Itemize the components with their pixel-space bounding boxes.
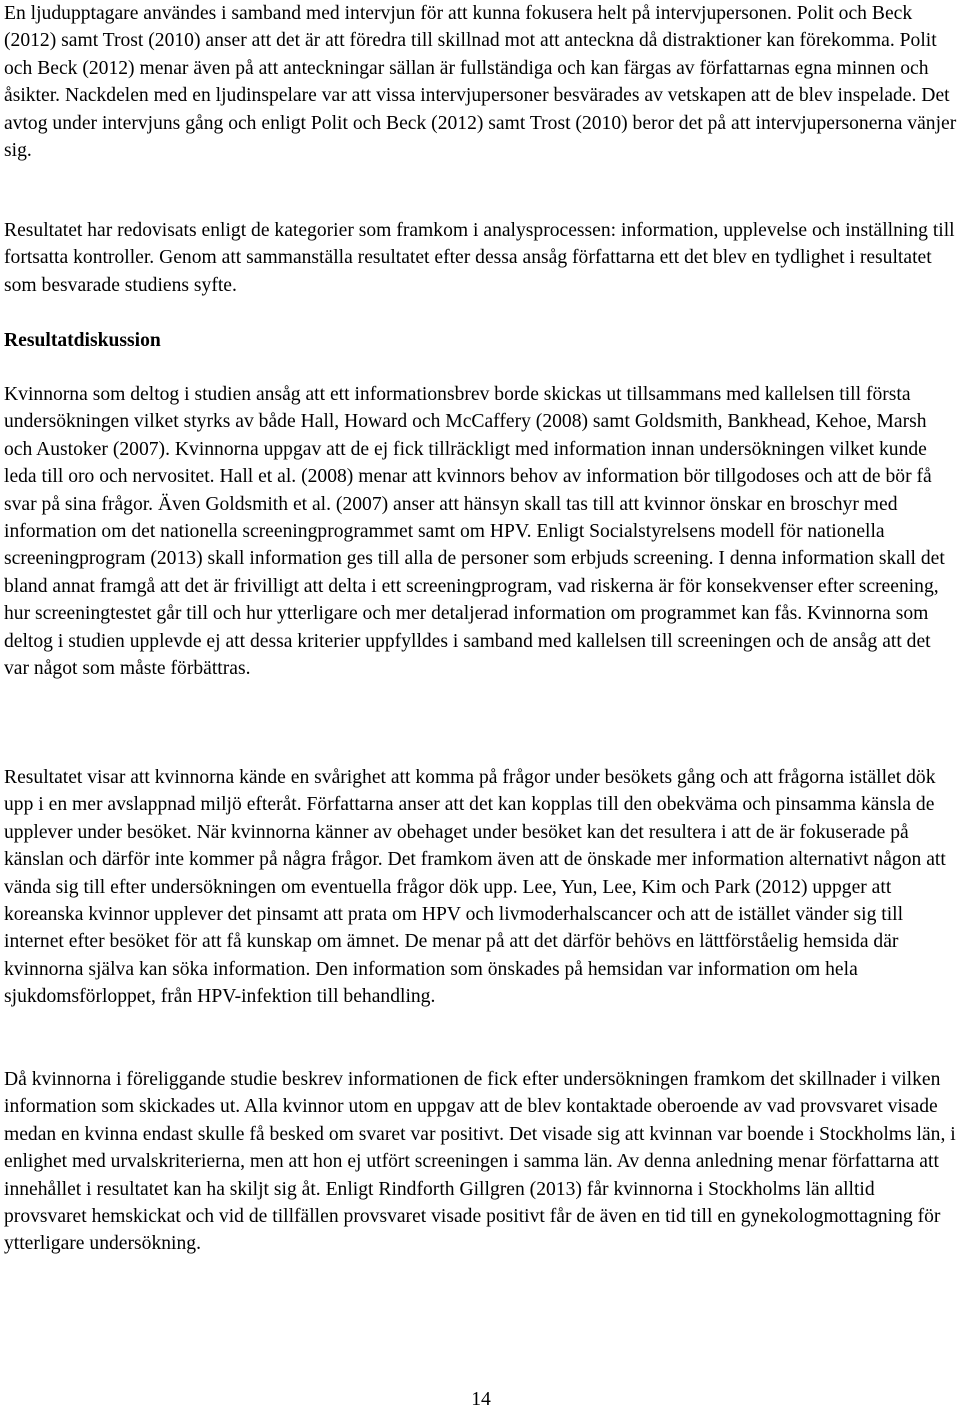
- page-number: 14: [471, 1389, 491, 1410]
- paragraph-result-information: Då kvinnorna i föreliggande studie beskrev informationen de fick efter undersökningen framkom det skillnader i vilken information som skickades ut. Alla kvinnor utom en uppgav att de blev kontaktade oberoende av vad provsvaret visade medan en kvinna endast skulle få besked om svaret var positivt. Det visade sig att kvinnan var boende i Stockholms län, i enlighet med urvalskriterierna, men att hon ej utfört screeningen i samma län. Av denna anledning menar författarna att innehållet i resultatet kan ha skiljt sig åt. Enligt Rindforth Gillgren (2013) får kvinnorna i Stockholms län alltid provsvaret hemskickat och vid de tillfällen provsvaret visade positivt får de även en tid till en gynekologmottagning för ytterligare undersökning.: [4, 1069, 956, 1255]
- paragraph-questions-after-visit: Resultatet visar att kvinnorna kände en svårighet att komma på frågor under besökets gång och att frågorna istället dök upp i en mer avslappnad miljö efteråt. Författarna anser att det kan kopplas till den obekväma och pinsamma känsla de upplever under besöket. När kvinnorna känner av obehaget under besöket kan det resultera i att de är fokuserade på känslan och därför inte kommer på några frågor. Det framkom även att de önskade mer information alternativt någon att vända sig till efter undersökningen om eventuella frågor dök upp. Lee, Yun, Lee, Kim och Park (2012) uppger att koreanska kvinnor upplever det pinsamt att prata om HPV och livmoderhalscancer och att de istället vänder sig till internet efter besöket för att få kunskap om ämnet. De menar på att det därför behövs en lättförståelig hemsida där kvinnorna själva kan söka information. Den information som önskades på hemsidan var information om hela sjukdomsförloppet, från HPV-infektion till behandling.: [4, 767, 946, 1008]
- section-heading: Resultatdiskussion: [4, 330, 161, 351]
- paragraph-result-categories: Resultatet har redovisats enligt de kategorier som framkom i analysprocessen: information, upplevelse och inställning till fortsatta kontroller. Genom att sammanställa resultatet efter dessa ansåg författarna ett det blev en tydlighet i resultatet som besvarade studiens syfte.: [4, 220, 955, 296]
- paragraph-information-letter: Kvinnorna som deltog i studien ansåg att ett informationsbrev borde skickas ut tillsammans med kallelsen till första undersökningen vilket styrks av både Hall, Howard och McCaffery (2008) samt Goldsmith, Bankhead, Kehoe, Marsh och Austoker (2007). Kvinnorna uppgav att de ej fick tillräckligt med information innan undersökningen vilket kunde leda till oro och nervositet. Hall et al. (2008) menar att kvinnors behov av information bör tillgodoses och att de bör få svar på sina frågor. Även Goldsmith et al. (2007) anser att hänsyn skall tas till att kvinnor önskar en broschyr med information om det nationella screeningprogrammet samt om HPV. Enligt Socialstyrelsens modell för nationella screeningprogram (2013) skall information ges till alla de personer som erbjuds screening. I denna information skall det bland annat framgå att det är frivilligt att delta i ett screeningprogram, vad riskerna är för konsekvenser efter screening, hur screeningtestet går till och hur ytterligare och mer detaljerad information om programmet kan fås. Kvinnorna som deltog i studien upplevde ej att dessa kriterier uppfylldes i samband med kallelsen till screeningen och de ansåg att det var något som måste förbättras.: [4, 384, 945, 680]
- paragraph-interview-recording: En ljudupptagare användes i samband med intervjun för att kunna fokusera helt på intervjupersonen. Polit och Beck (2012) samt Trost (2010) anser att det är att föredra till skillnad mot att anteckna då distraktioner kan förekomma. Polit och Beck (2012) menar även på att anteckningar sällan är fullständiga och kan färgas av författarnas egna minnen och åsikter. Nackdelen med en ljudinspelare var att vissa intervjupersoner besvärades av vetskapen att de blev inspelade. Det avtog under intervjuns gång och enligt Polit och Beck (2012) samt Trost (2010) beror det på att intervjupersonerna vänjer sig.: [4, 3, 957, 162]
